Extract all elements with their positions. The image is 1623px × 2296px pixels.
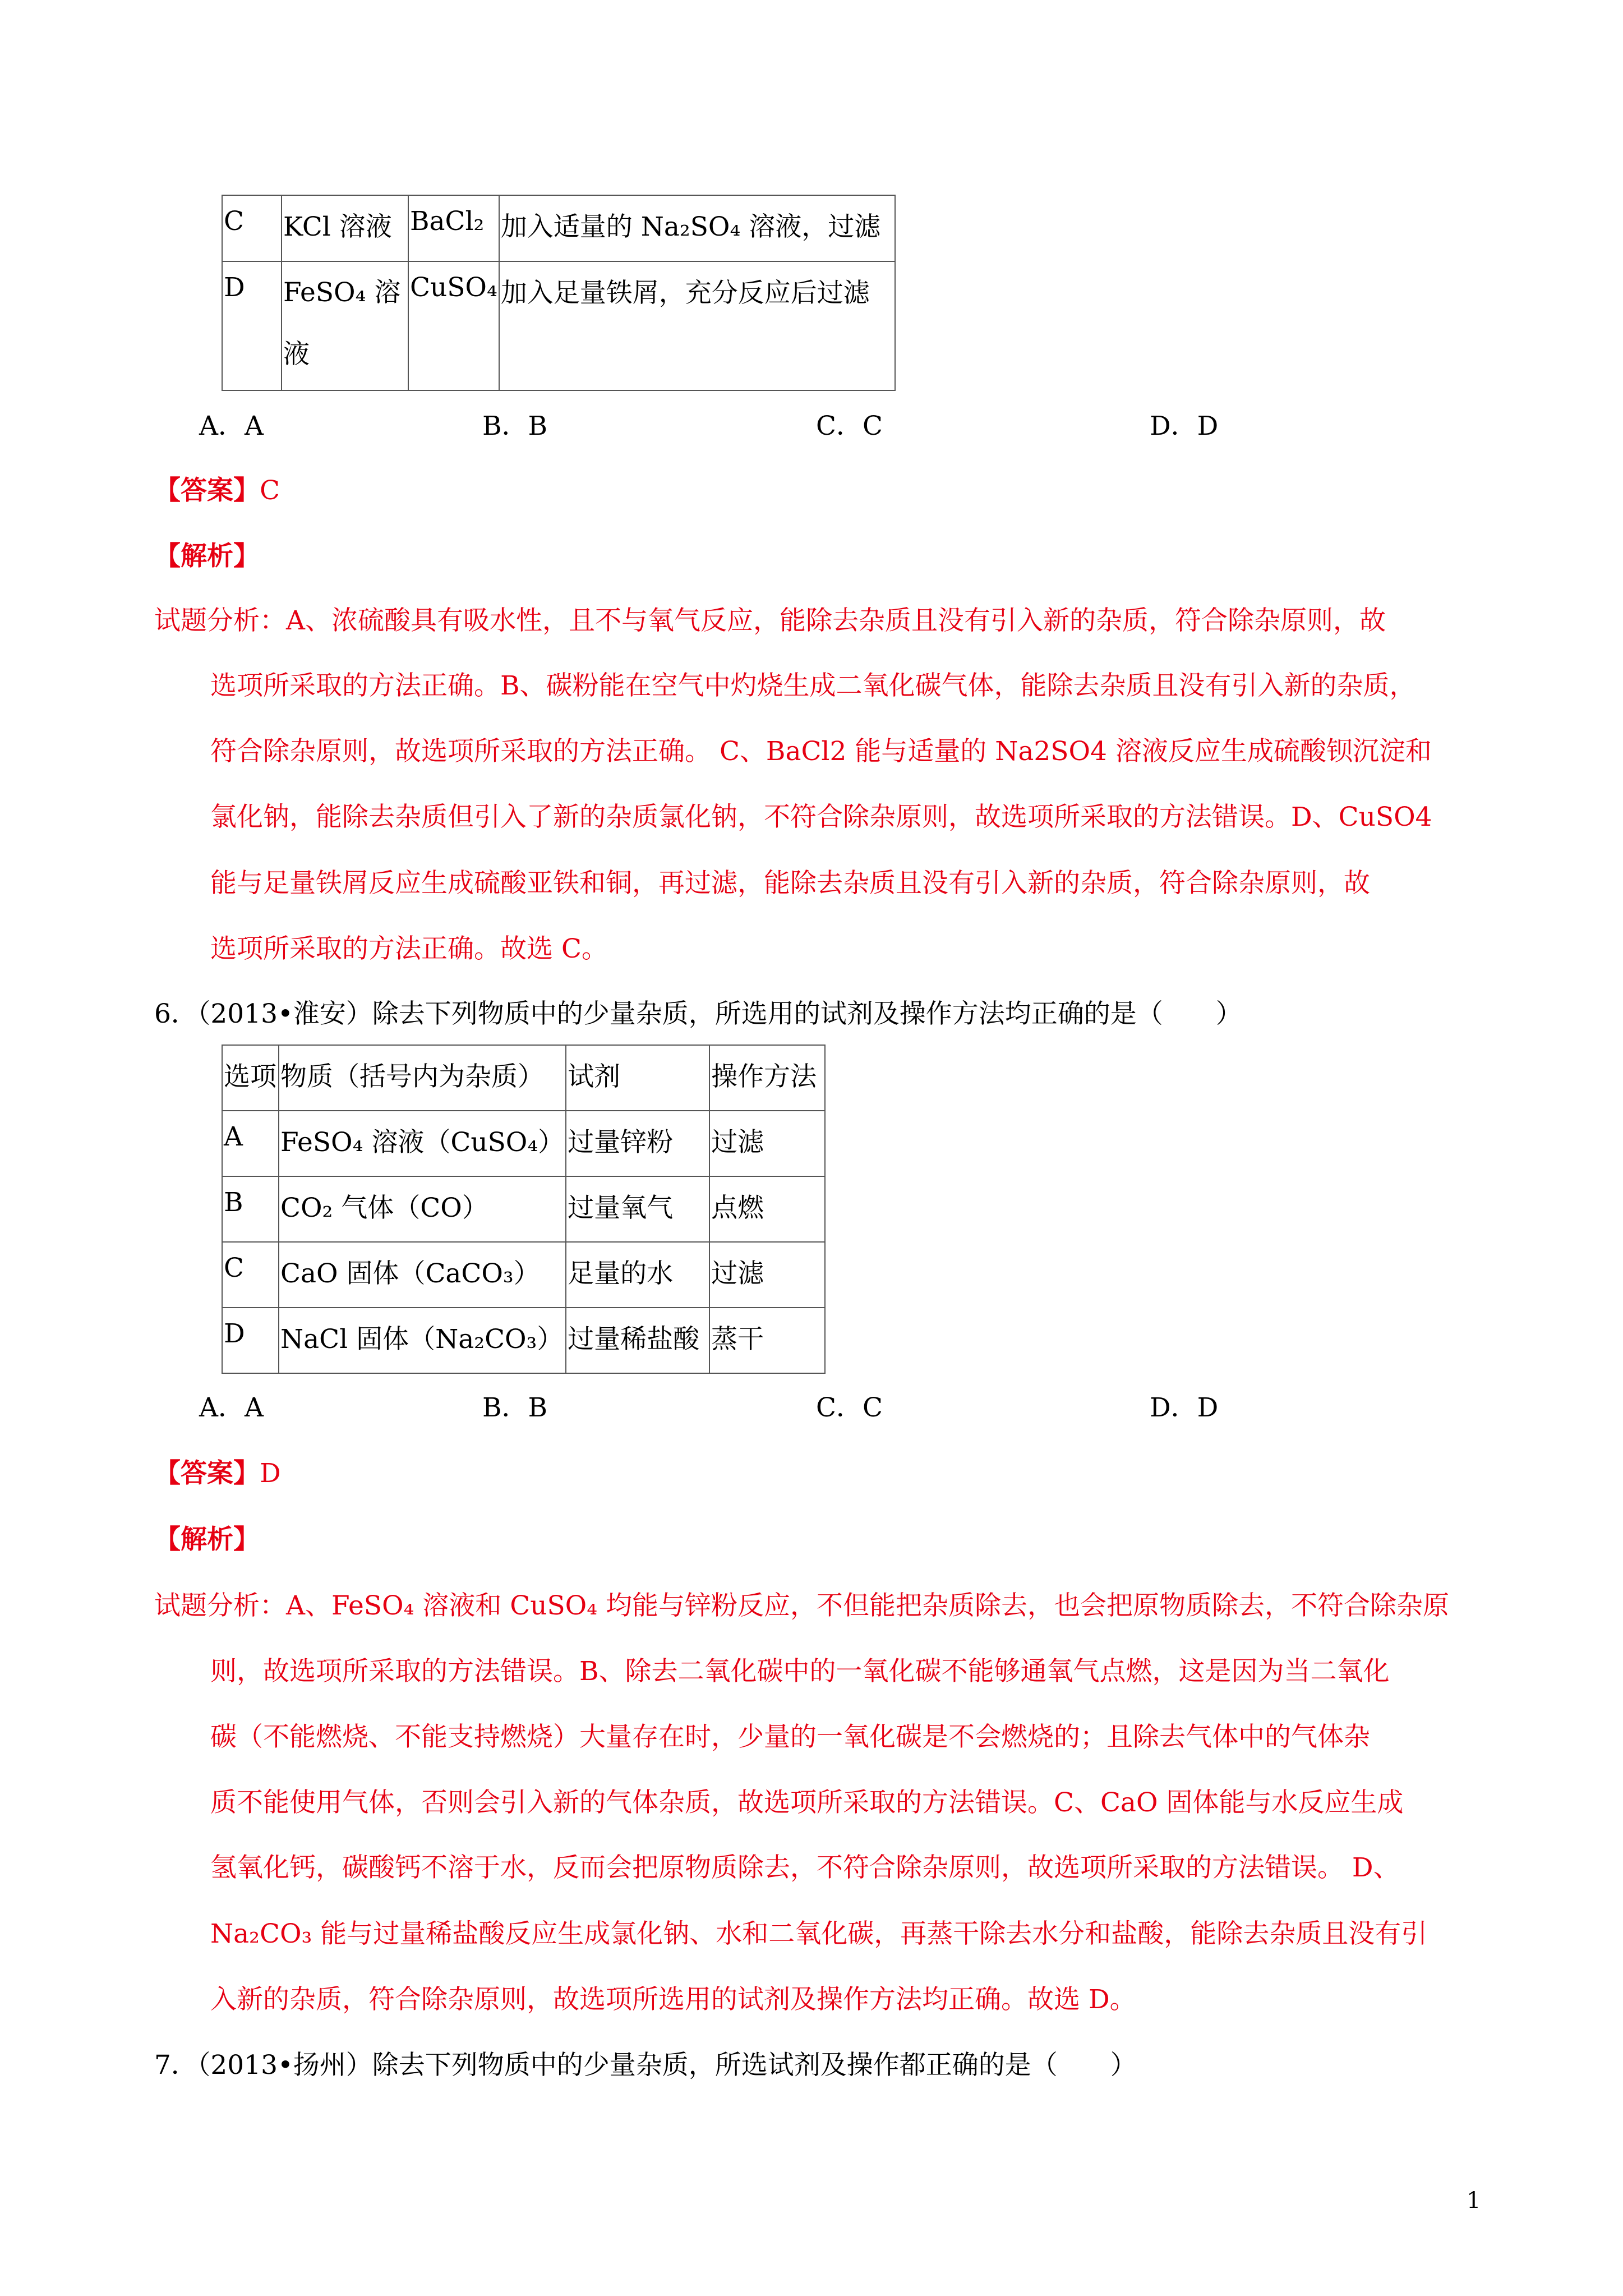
question-stem: 7．（2013•扬州）除去下列物质中的少量杂质，所选试剂及操作都正确的是（ ） — [154, 2050, 1137, 2081]
cell-operation: 过滤 — [709, 1111, 825, 1176]
answer-tag: 【答案】 — [154, 475, 260, 506]
cell-impurity: CuSO₄ — [408, 261, 499, 390]
choice-b: B．B — [482, 411, 548, 441]
table-header: 操作方法 — [709, 1045, 825, 1111]
page-number: 1 — [1467, 2188, 1481, 2214]
cell-opt: D — [222, 261, 282, 390]
cell-substance: CaO 固体（CaCO₃） — [279, 1242, 566, 1308]
choice-c: C．C — [816, 1392, 883, 1423]
cell-reagent: 足量的水 — [566, 1242, 709, 1308]
choice-a: A．A — [199, 411, 264, 441]
answer-value: D — [260, 1458, 281, 1489]
question-stem: 6．（2013•淮安）除去下列物质中的少量杂质，所选用的试剂及操作方法均正确的是（ ） — [154, 999, 1242, 1029]
analysis-tag: 【解析】 — [154, 1524, 260, 1555]
analysis-line: 符合除杂原则，故选项所采取的方法正确。 C、BaCl2 能与适量的 Na2SO4 溶液反应生成硫酸钡沉淀和 — [210, 736, 1432, 767]
analysis-line: 质不能使用气体，否则会引入新的气体杂质，故选项所采取的方法错误。C、CaO 固体能与水反应生成 — [210, 1787, 1404, 1818]
analysis-line: 试题分析：A、浓硫酸具有吸水性，且不与氧气反应，能除去杂质且没有引入新的杂质，符合除杂原则，故 — [154, 605, 1386, 636]
choice-b: B．B — [482, 1392, 548, 1423]
table-header: 选项 — [222, 1045, 279, 1111]
cell-impurity: BaCl₂ — [408, 195, 499, 261]
analysis-line: Na₂CO₃ 能与过量稀盐酸反应生成氯化钠、水和二氧化碳，再蒸干除去水分和盐酸，能除去杂质且没有引 — [210, 1918, 1428, 1949]
analysis-tag: 【解析】 — [154, 541, 260, 572]
table-q6 — [222, 1045, 826, 1374]
answer-value: C — [260, 475, 280, 506]
choice-d: D．D — [1150, 411, 1219, 441]
cell-substance — [282, 261, 408, 390]
table-header: 物质（括号内为杂质） — [279, 1045, 566, 1111]
cell-substance-line2: 液 — [283, 339, 310, 370]
answer-tag: 【答案】 — [154, 1458, 260, 1489]
analysis-line: 入新的杂质，符合除杂原则，故选项所选用的试剂及操作方法均正确。故选 D。 — [210, 1984, 1136, 2015]
cell-opt: C — [222, 195, 282, 261]
cell-method: 加入适量的 Na₂SO₄ 溶液，过滤 — [499, 195, 895, 261]
analysis-line: 能与足量铁屑反应生成硫酸亚铁和铜，再过滤，能除去杂质且没有引入新的杂质，符合除杂原则，故 — [210, 868, 1370, 899]
cell-operation: 蒸干 — [709, 1308, 825, 1373]
cell-opt: D — [222, 1308, 279, 1373]
cell-substance: FeSO₄ 溶液（CuSO₄） — [279, 1111, 566, 1176]
cell-substance-line1: FeSO₄ 溶 — [283, 277, 401, 308]
cell-substance: KCl 溶液 — [282, 195, 408, 261]
cell-substance: NaCl 固体（Na₂CO₃） — [279, 1308, 566, 1373]
analysis-line: 则，故选项所采取的方法错误。B、除去二氧化碳中的一氧化碳不能够通氧气点燃，这是因为当二氧化 — [210, 1656, 1390, 1687]
analysis-line: 氢氧化钙，碳酸钙不溶于水，反而会把原物质除去，不符合除杂原则，故选项所采取的方法错误。 D、 — [210, 1852, 1400, 1883]
analysis-line: 氯化钠，能除去杂质但引入了新的杂质氯化钠，不符合除杂原则，故选项所采取的方法错误。D、CuSO4 — [210, 802, 1432, 832]
cell-reagent: 过量稀盐酸 — [566, 1308, 709, 1373]
answer-line — [154, 1457, 281, 1490]
cell-operation: 过滤 — [709, 1242, 825, 1308]
table-prev — [222, 195, 896, 391]
cell-opt: B — [222, 1176, 279, 1242]
answer-line — [154, 474, 280, 508]
cell-reagent: 过量锌粉 — [566, 1111, 709, 1176]
analysis-line: 选项所采取的方法正确。B、碳粉能在空气中灼烧生成二氧化碳气体，能除去杂质且没有引入新的杂质， — [210, 670, 1416, 701]
analysis-line: 试题分析：A、FeSO₄ 溶液和 CuSO₄ 均能与锌粉反应，不但能把杂质除去，也会把原物质除去，不符合除杂原 — [154, 1590, 1449, 1621]
analysis-line: 碳（不能燃烧、不能支持燃烧）大量存在时，少量的一氧化碳是不会燃烧的；且除去气体中的气体杂 — [210, 1722, 1370, 1752]
cell-opt: C — [222, 1242, 279, 1308]
cell-operation: 点燃 — [709, 1176, 825, 1242]
cell-method: 加入足量铁屑，充分反应后过滤 — [499, 261, 895, 390]
choice-d: D．D — [1150, 1392, 1219, 1423]
cell-reagent: 过量氧气 — [566, 1176, 709, 1242]
cell-opt: A — [222, 1111, 279, 1176]
analysis-line: 选项所采取的方法正确。故选 C。 — [210, 933, 608, 964]
choice-c: C．C — [816, 411, 883, 441]
cell-substance: CO₂ 气体（CO） — [279, 1176, 566, 1242]
table-header: 试剂 — [566, 1045, 709, 1111]
choice-a: A．A — [199, 1392, 264, 1423]
